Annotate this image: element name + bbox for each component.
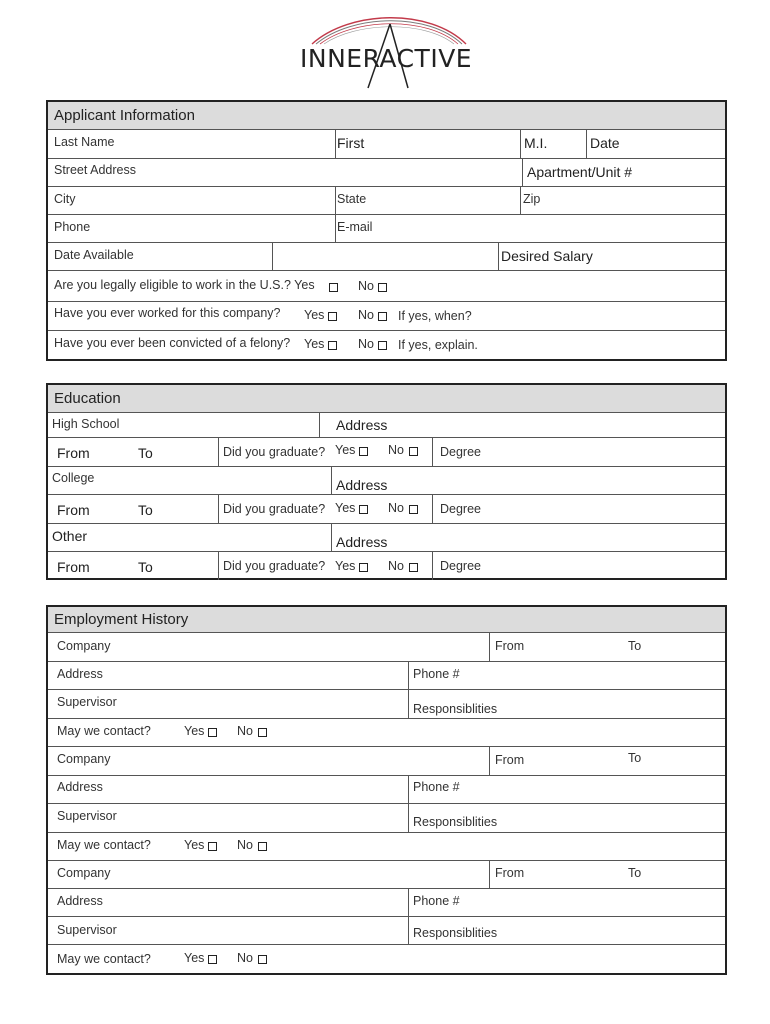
employment-history-section <box>46 605 727 975</box>
date-label: Date <box>590 135 620 151</box>
section-title: Applicant Information <box>48 102 725 130</box>
job1-address-label: Address <box>57 667 103 681</box>
high-school-no-checkbox[interactable] <box>409 447 418 456</box>
other-yes-checkbox[interactable] <box>359 563 368 572</box>
logo-wordmark: INNERACTIVE <box>300 44 473 73</box>
job3-contact-no-checkbox[interactable] <box>258 955 267 964</box>
high-school-to-label: To <box>138 445 153 461</box>
job1-supervisor-label: Supervisor <box>57 695 117 709</box>
job2-from-label: From <box>495 753 525 767</box>
state-label: State <box>337 192 367 206</box>
job3-to-label: To <box>628 866 642 880</box>
worked-question: Have you ever worked for this company? <box>54 306 281 320</box>
other-no-label: No <box>388 559 404 573</box>
job1-yes-label: Yes <box>184 724 205 738</box>
college-degree-label: Degree <box>440 502 481 516</box>
job3-no-label: No <box>237 951 253 965</box>
job2-to-label: To <box>628 751 642 765</box>
job3-may-contact-label: May we contact? <box>57 952 151 966</box>
high-school-from-label: From <box>57 445 90 461</box>
college-no-label: No <box>388 501 404 515</box>
job3-responsibilities-label: Responsiblities <box>413 926 498 940</box>
felony-if-yes-label: If yes, explain. <box>398 338 478 352</box>
job3-company-label: Company <box>57 866 111 880</box>
section-title: Employment History <box>48 607 725 633</box>
middle-initial-label: M.I. <box>524 135 548 151</box>
college-no-checkbox[interactable] <box>409 505 418 514</box>
job1-contact-no-checkbox[interactable] <box>258 728 267 737</box>
eligible-no-label: No <box>358 279 374 293</box>
other-address-label: Address <box>336 534 388 550</box>
other-yes-label: Yes <box>335 559 356 573</box>
felony-yes-checkbox[interactable] <box>328 341 337 350</box>
job2-address-label: Address <box>57 780 103 794</box>
job2-responsibilities-label: Responsiblities <box>413 815 498 829</box>
high-school-yes-label: Yes <box>335 443 356 457</box>
eligible-no-checkbox[interactable] <box>378 283 387 292</box>
last-name-label: Last Name <box>54 135 115 149</box>
job1-no-label: No <box>237 724 253 738</box>
worked-no-label: No <box>358 308 374 322</box>
job3-address-label: Address <box>57 894 103 908</box>
felony-no-checkbox[interactable] <box>378 341 387 350</box>
job2-phone-label: Phone # <box>413 780 460 794</box>
high-school-label: High School <box>52 417 120 431</box>
first-name-label: First <box>337 135 365 151</box>
job3-phone-label: Phone # <box>413 894 460 908</box>
high-school-address-label: Address <box>336 417 388 433</box>
eligible-question: Are you legally eligible to work in the U.S.? Yes <box>54 278 315 292</box>
zip-label: Zip <box>523 192 541 206</box>
other-graduate-question: Did you graduate? <box>223 559 326 573</box>
job2-company-label: Company <box>57 752 111 766</box>
felony-no-label: No <box>358 337 374 351</box>
high-school-degree-label: Degree <box>440 445 481 459</box>
felony-question: Have you ever been convicted of a felony? <box>54 336 291 350</box>
worked-yes-label: Yes <box>304 308 325 322</box>
job2-contact-yes-checkbox[interactable] <box>208 842 217 851</box>
college-graduate-question: Did you graduate? <box>223 502 326 516</box>
city-label: City <box>54 192 76 206</box>
high-school-no-label: No <box>388 443 404 457</box>
job3-yes-label: Yes <box>184 951 205 965</box>
eligible-yes-checkbox[interactable] <box>329 283 338 292</box>
desired-salary-label: Desired Salary <box>501 248 593 264</box>
applicant-information-section <box>46 100 727 361</box>
job2-yes-label: Yes <box>184 838 205 852</box>
job1-from-label: From <box>495 639 525 653</box>
college-to-label: To <box>138 502 153 518</box>
other-to-label: To <box>138 559 153 575</box>
job1-responsibilities-label: Responsiblities <box>413 702 498 716</box>
worked-yes-checkbox[interactable] <box>328 312 337 321</box>
education-section <box>46 383 727 580</box>
job1-phone-label: Phone # <box>413 667 460 681</box>
college-yes-checkbox[interactable] <box>359 505 368 514</box>
job1-to-label: To <box>628 639 642 653</box>
felony-yes-label: Yes <box>304 337 325 351</box>
job2-contact-no-checkbox[interactable] <box>258 842 267 851</box>
other-from-label: From <box>57 559 90 575</box>
phone-label: Phone <box>54 220 91 234</box>
section-title: Education <box>48 385 725 413</box>
job1-may-contact-label: May we contact? <box>57 724 151 738</box>
other-degree-label: Degree <box>440 559 481 573</box>
job2-may-contact-label: May we contact? <box>57 838 151 852</box>
college-label: College <box>52 471 95 485</box>
college-address-label: Address <box>336 477 388 493</box>
college-yes-label: Yes <box>335 501 356 515</box>
email-label: E-mail <box>337 220 373 234</box>
job2-no-label: No <box>237 838 253 852</box>
job3-contact-yes-checkbox[interactable] <box>208 955 217 964</box>
college-from-label: From <box>57 502 90 518</box>
high-school-yes-checkbox[interactable] <box>359 447 368 456</box>
job1-company-label: Company <box>57 639 111 653</box>
apartment-unit-label: Apartment/Unit # <box>527 164 633 180</box>
worked-no-checkbox[interactable] <box>378 312 387 321</box>
street-address-label: Street Address <box>54 163 136 177</box>
other-no-checkbox[interactable] <box>409 563 418 572</box>
worked-if-yes-label: If yes, when? <box>398 309 472 323</box>
other-label: Other <box>52 528 88 544</box>
job3-supervisor-label: Supervisor <box>57 923 117 937</box>
job1-contact-yes-checkbox[interactable] <box>208 728 217 737</box>
job2-supervisor-label: Supervisor <box>57 809 117 823</box>
job3-from-label: From <box>495 866 525 880</box>
date-available-label: Date Available <box>54 248 134 262</box>
high-school-graduate-question: Did you graduate? <box>223 445 326 459</box>
